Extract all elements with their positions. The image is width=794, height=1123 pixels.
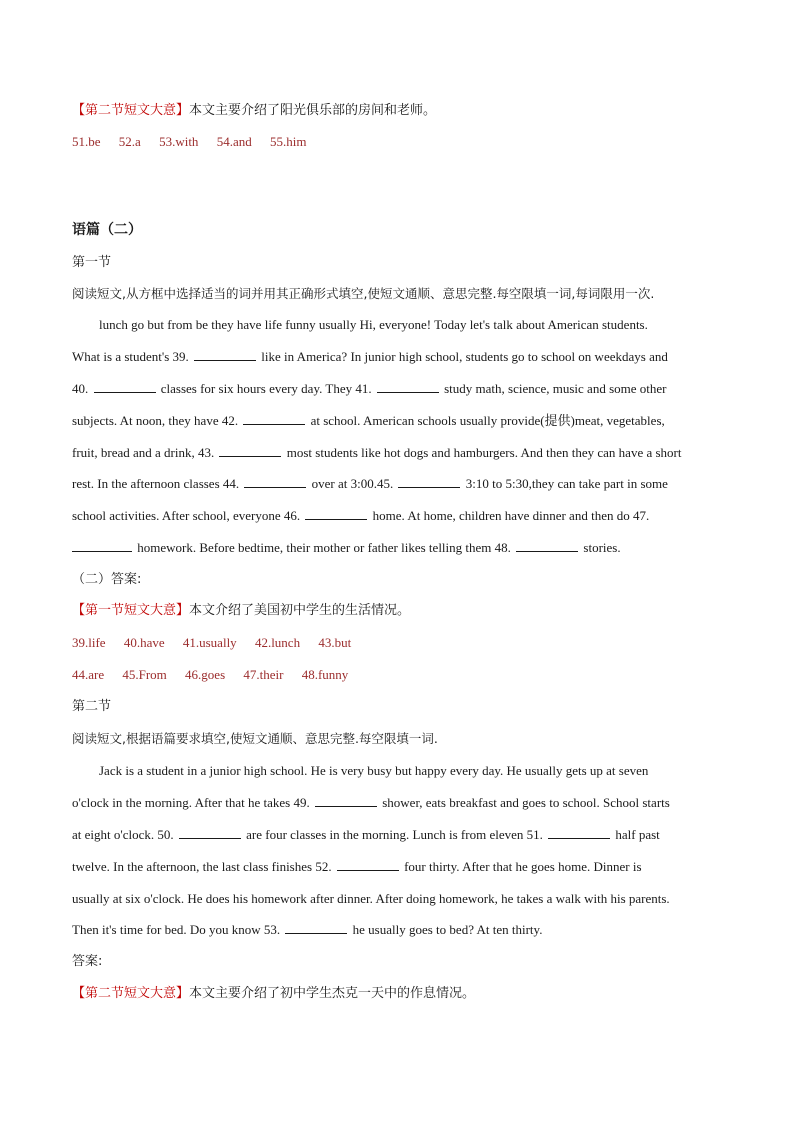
answer-blank[interactable] [337, 858, 399, 871]
answer-item: 46.goes [185, 667, 226, 682]
passage-line: usually at six o'clock. He does his homework after dinner. After doing homework, he takes a walk with his parents. [72, 890, 670, 906]
part2-answer-heading: 答案: [72, 954, 103, 969]
summary-text: 本文介绍了美国初中学生的生活情况。 [189, 603, 411, 618]
answer-blank[interactable] [398, 475, 460, 488]
answer-blank[interactable] [219, 444, 281, 457]
part2-heading: 第二节 [72, 699, 112, 714]
answer-item: 54.and [216, 134, 252, 149]
section1-answers [72, 133, 321, 151]
passage-line: fruit, bread and a drink, 43. most students like hot dogs and hamburgers. And then they can have a short [72, 444, 682, 460]
part2-summary [72, 985, 475, 1003]
summary-text: 本文主要介绍了初中学生杰克一天中的作息情况。 [189, 986, 476, 1001]
answer-item: 41.usually [182, 635, 237, 650]
part1-answers-row [72, 634, 366, 652]
part1-passage [72, 316, 722, 571]
answer-item: 51.be [72, 134, 101, 149]
answer-item: 53.with [159, 134, 199, 149]
answer-blank[interactable] [516, 539, 578, 552]
summary-tag: 【第二节短文大意】 [72, 986, 190, 1001]
part2-passage [72, 762, 722, 953]
passage-line: Then it's time for bed. Do you know 53. he usually goes to bed? At ten thirty. [72, 922, 543, 938]
part1-instruction: 阅读短文,从方框中选择适当的词并用其正确形式填空,使短文通顺、意思完整.每空限填一词,每词限用一次. [72, 286, 655, 301]
part1-heading: 第一节 [72, 255, 112, 270]
answer-item: 52.a [118, 134, 141, 149]
part1-answers-row [72, 666, 363, 684]
answer-blank[interactable] [243, 412, 305, 425]
part1-answer-heading: （二）答案: [72, 572, 142, 587]
answer-item: 44.are [72, 667, 105, 682]
summary-text: 本文主要介绍了阳光俱乐部的房间和老师。 [189, 103, 437, 118]
answer-blank[interactable] [94, 380, 156, 393]
answer-blank[interactable] [285, 921, 347, 934]
answer-blank[interactable] [548, 826, 610, 839]
answer-item: 55.him [269, 134, 307, 149]
passage-line: school activities. After school, everyone 46. home. At home, children have dinner and then do 47. [72, 508, 650, 524]
passage-line: rest. In the afternoon classes 44. over at 3:00.45. 3:10 to 5:30,they can take part in some [72, 476, 668, 492]
answer-item: 39.life [72, 635, 106, 650]
answer-blank[interactable] [305, 507, 367, 520]
answer-item: 47.their [243, 667, 284, 682]
passage-line: 40. classes for six hours every day. They 41. study math, science, music and some other [72, 380, 667, 396]
answer-blank[interactable] [179, 826, 241, 839]
passage-line: lunch go but from be they have life funny usually Hi, everyone! Today let's talk about American students. [99, 317, 648, 332]
passage-line: twelve. In the afternoon, the last class finishes 52. four thirty. After that he goes home. Dinner is [72, 858, 642, 874]
answer-item: 42.lunch [254, 635, 301, 650]
answer-blank[interactable] [315, 794, 377, 807]
part2-instruction: 阅读短文,根据语篇要求填空,使短文通顺、意思完整.每空限填一词. [72, 731, 438, 746]
passage-line: homework. Before bedtime, their mother or father likes telling them 48. stories. [72, 539, 722, 571]
answer-blank[interactable] [377, 380, 439, 393]
answer-blank[interactable] [244, 475, 306, 488]
part1-summary [72, 602, 410, 620]
section1-summary [72, 102, 436, 120]
passage-line: What is a student's 39. like in America? In junior high school, students go to school on weekdays and [72, 348, 668, 364]
answer-item: 48.funny [301, 667, 349, 682]
answer-item: 40.have [123, 635, 165, 650]
answer-blank[interactable] [194, 348, 256, 361]
answer-blank[interactable] [72, 539, 132, 552]
passage-line: subjects. At noon, they have 42. at school. American schools usually provide(提供)meat, vegetables, [72, 412, 665, 428]
answer-item: 43.but [318, 635, 352, 650]
summary-tag: 【第一节短文大意】 [72, 603, 190, 618]
passage-line: Jack is a student in a junior high school. He is very busy but happy every day. He usually gets up at seven [99, 763, 649, 778]
passage-line: at eight o'clock. 50. are four classes in the morning. Lunch is from eleven 51. half past [72, 826, 660, 842]
passage-line: o'clock in the morning. After that he takes 49. shower, eats breakfast and goes to school. School starts [72, 794, 670, 810]
summary-tag: 【第二节短文大意】 [72, 103, 190, 118]
passage-title: 语篇（二） [72, 222, 142, 238]
answer-item: 45.From [122, 667, 167, 682]
